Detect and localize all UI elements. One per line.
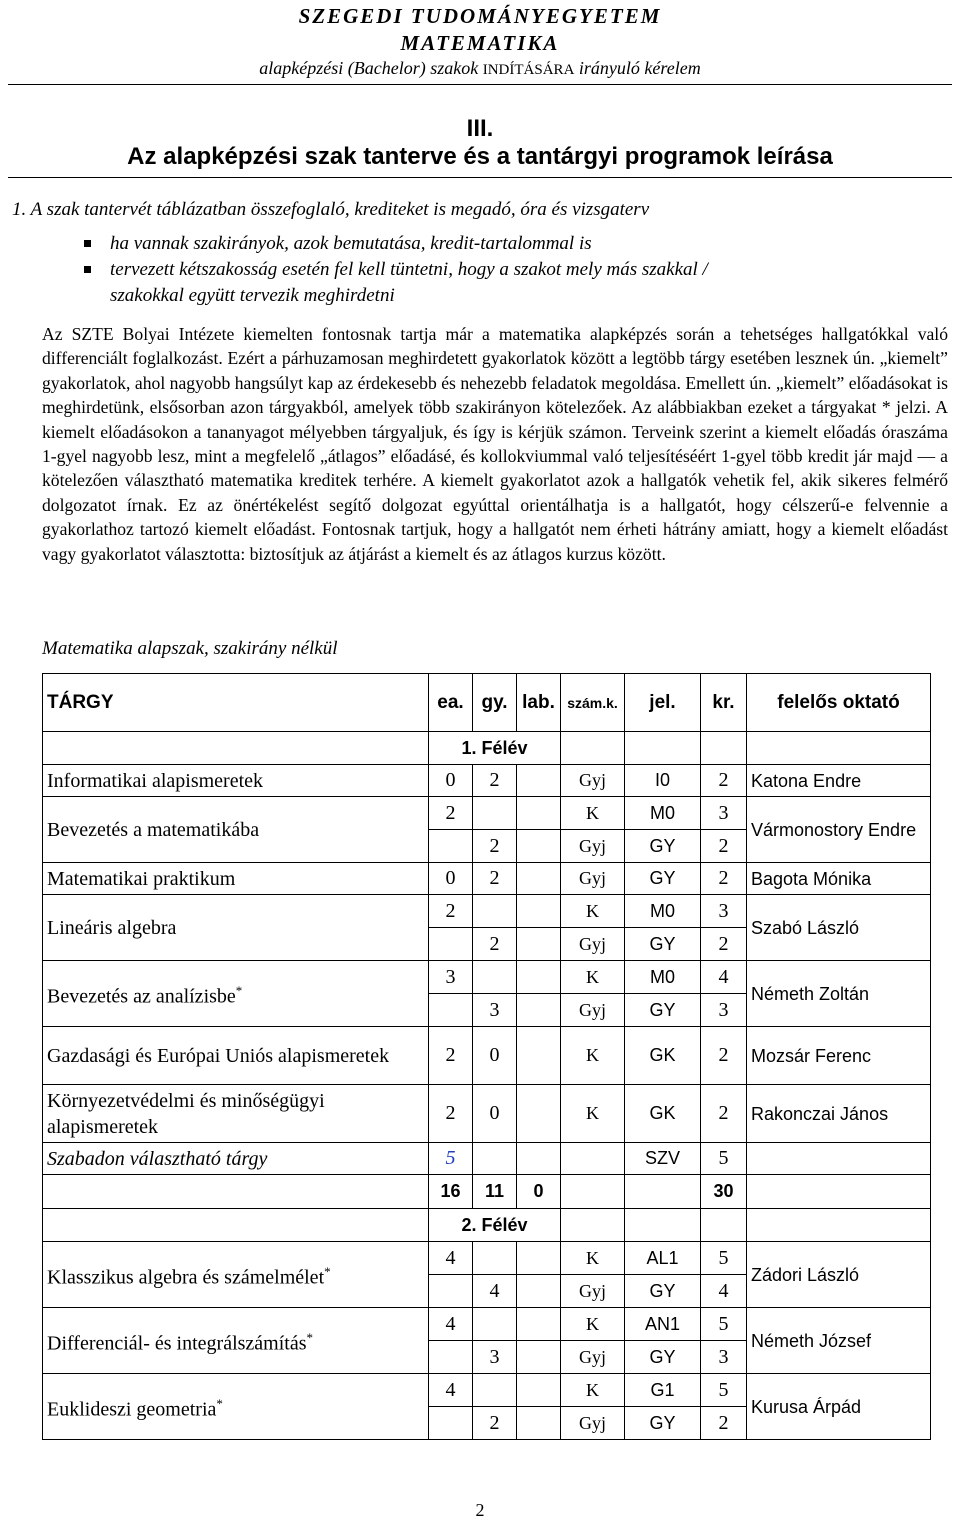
table-row: Matematikai praktikum 0 2 Gyj GY 2 Bagota Mónika [43,863,931,895]
semester-2-label: 2. Félév [429,1209,561,1242]
page-number: 2 [475,1500,485,1520]
table-row: 4 Gyj GY 4 [43,1275,931,1308]
university-name: SZEGEDI TUDOMÁNYEGYETEM [298,4,662,28]
bullet-2-text: tervezett kétszakosság esetén fel kell tüntetni, hogy a szakot mely más szakkal / [110,259,708,280]
table-row: Informatikai alapismeretek 0 2 Gyj I0 2 Katona Endre [43,765,931,797]
bullet-square-icon [84,240,91,247]
teacher-cell: Mozsár Ferenc [747,1027,931,1085]
subject-cell: Euklideszi geometria* [43,1374,429,1440]
header-lab: lab. [517,674,561,732]
chapter-title: Az alapképzési szak tanterve és a tantárgyi programok leírása [127,143,833,170]
table-row: Környezetvédelmi és minőségügyi alapismeretek 2 0 K GK 2 Rakonczai János [43,1085,931,1143]
header-jel: jel. [625,674,701,732]
request-line [0,58,960,79]
teacher-cell: Zádori László [747,1242,931,1308]
teacher-cell: Kurusa Árpád [747,1374,931,1440]
teacher-cell: Vármonostory Endre [747,797,931,863]
semester-2-row [43,1209,931,1242]
table-row: Gazdasági és Európai Uniós alapismeretek 2 0 K GK 2 Mozsár Ferenc [43,1027,931,1085]
table-row: Lineáris algebra 2 K M0 3 Szabó László [43,895,931,928]
bullet-2-cont: szakokkal együtt tervezik meghirdetni [110,285,395,306]
bullet-1-text: ha vannak szakirányok, azok bemutatása, kredit-tartalommal is [110,233,592,254]
subject-cell: Informatikai alapismeretek [43,765,429,797]
table-subtitle: Matematika alapszak, szakirány nélkül [42,638,338,659]
header-kr: kr. [701,674,747,732]
table-row: 2 Gyj GY 2 [43,928,931,961]
bullet-1 [110,233,592,255]
table-row: Szabadon választható tárgy 5 SZV 5 [43,1143,931,1175]
star-mark: * [306,1329,314,1345]
subject-cell: Differenciál- és integrálszámítás* [43,1308,429,1374]
semester-1-row [43,732,931,765]
subject-cell: Gazdasági és Európai Uniós alapismeretek [43,1027,429,1085]
table-row: Bevezetés az analízisbe* 3 K M0 4 Németh Zoltán [43,961,931,994]
teacher-cell: Németh Zoltán [747,961,931,1027]
chapter-roman: III. [466,115,494,142]
table-row: Differenciál- és integrálszámítás* 4 K AN1 5 Németh József [43,1308,931,1341]
teacher-cell: Németh József [747,1308,931,1374]
program-name: MATEMATIKA [400,31,560,55]
section-1-heading: 1. A szak tantervét táblázatban összefoglaló, krediteket is megadó, óra és vizsgaterv [12,199,650,220]
teacher-cell: Katona Endre [747,765,931,797]
subject-cell: Klasszikus algebra és számelmélet* [43,1242,429,1308]
table-header-row [43,674,931,732]
subject-cell: Bevezetés a matematikába [43,797,429,863]
header-ea: ea. [429,674,473,732]
star-mark: * [324,1263,331,1279]
header-gy: gy. [473,674,517,732]
subject-cell: Matematikai praktikum [43,863,429,895]
request-line-a: alapképzési (Bachelor) szakok [259,58,483,78]
header-szamk: szám.k. [561,674,625,732]
subject-cell: Lineáris algebra [43,895,429,961]
chapter-title-box [8,84,952,178]
intro-paragraph-text: Az SZTE Bolyai Intézete kiemelten fontosnak tartja már a matematika alapképzés során a tehetséges hallgatókkal való differenciált foglalkozást. Ezért a párhuzamosan meghirdetett gyakorlatok között a legtöbb tárgy esetében lesznek ún. „kiemelt” gyakorlatok, ahol nagyobb hangsúlyt kap az érdekesebb és nehezebb feladatok megoldása. Emellett ún. „kiemelt” előadásokat is meghirdetünk, elsősorban azon tárgyakból, amelyek több szakirányon kötelezőek. Az alábbiakban ezeket a tárgyakat * jelzi. A kiemelt előadásokon a tananyagot mélyebben tárgyaljuk, és így is kérjük számon. Terveink szerint a kiemelt előadás óraszáma 1-gyel nagyobb lesz, mint a megfelelő „átlagos” előadásé, és kollokviummal való teljesítéséért 1-gyel több kredit jár majd — a kötelezően választható matematika kreditek terhére. A kiemelt gyakorlatot azok a hallgatók vehetik fel, akik sikeres felmérő dolgozatot írnak. Ez az önértékelést segítő dolgozat egyúttal orientálhatja is a hallgatót, hogy célszerű-e felvennie a gyakorlathoz tartozó kiemelt előadást. Fontosnak tartjuk, hogy a hallgatót nem érheti hátrány amiatt, hogy a kiemelt előadást vagy gyakorlatot választotta: biztosítjuk az átjárást a kiemelt és az átlagos kurzus között. [42,324,948,564]
table-row: Klasszikus algebra és számelmélet* 4 K AL1 5 Zádori László [43,1242,931,1275]
request-line-c: irányuló kérelem [574,58,701,78]
table-row: 3 Gyj GY 3 [43,994,931,1027]
table-row: Bevezetés a matematikába 2 K M0 3 Vármonostory Endre [43,797,931,830]
bullet-2 [110,259,708,281]
curriculum-table [42,673,931,1440]
table-row: 3 Gyj GY 3 [43,1341,931,1374]
bullet-square-icon [84,266,91,273]
star-mark: * [235,982,243,998]
header-teacher: felelős oktató [747,674,931,732]
table-row: Euklideszi geometria* 4 K G1 5 Kurusa Árpád [43,1374,931,1407]
teacher-cell: Szabó László [747,895,931,961]
semester-1-label: 1. Félév [429,732,561,765]
header-subject: TÁRGY [43,674,429,732]
table-row: 2 Gyj GY 2 [43,1407,931,1440]
totals-row: 16 11 0 30 [43,1175,931,1209]
teacher-cell: Rakonczai János [747,1085,931,1143]
intro-paragraph [42,322,948,566]
table-row: 2 Gyj GY 2 [43,830,931,863]
star-mark: * [216,1395,223,1411]
subject-cell: Bevezetés az analízisbe* [43,961,429,1027]
subject-cell: Környezetvédelmi és minőségügyi alapismeretek [43,1085,429,1143]
teacher-cell: Bagota Mónika [747,863,931,895]
request-line-b: INDÍTÁSÁRA [482,62,575,78]
subject-cell: Szabadon választható tárgy [43,1143,429,1175]
